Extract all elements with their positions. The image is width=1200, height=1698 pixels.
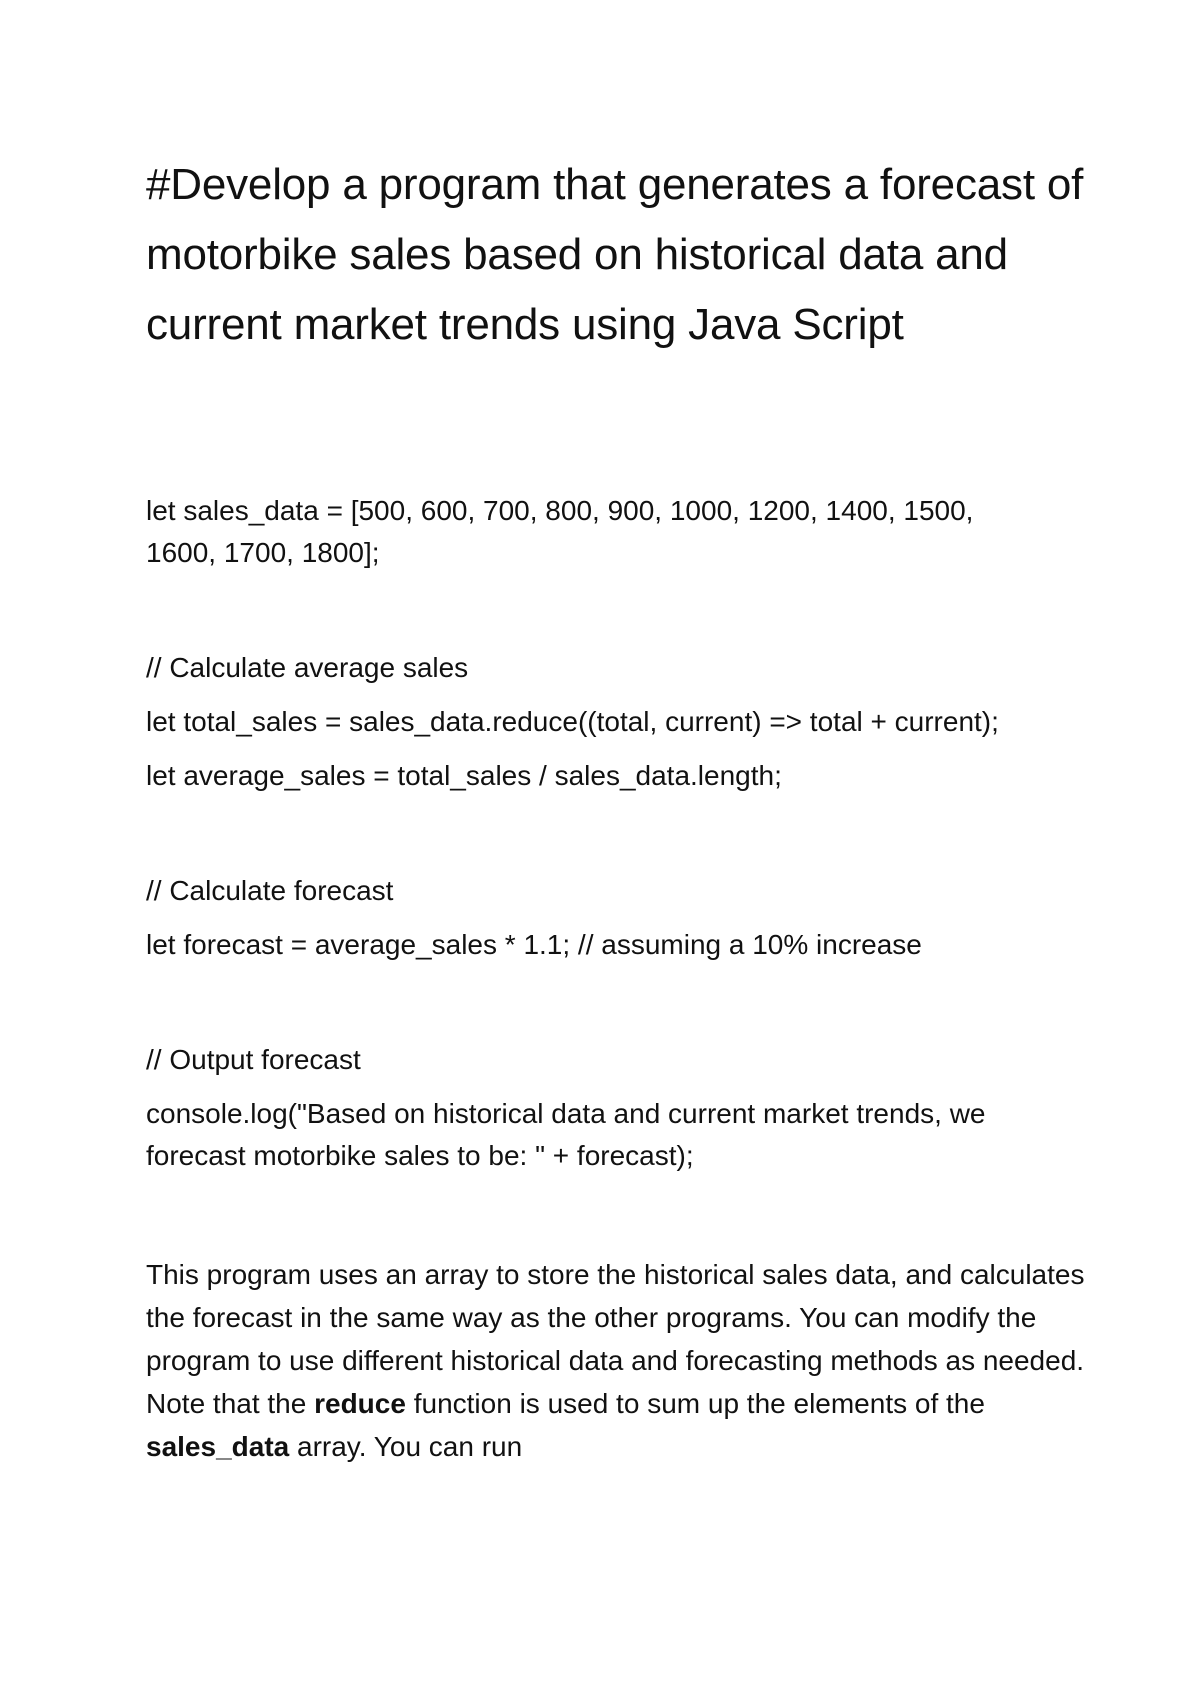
document-title: #Develop a program that generates a forecast of motorbike sales based on historical data and current market trends using Java Script: [146, 160, 1084, 349]
code-block: [146, 490, 1086, 1177]
explanation-text-1: This program uses an array to store the historical sales data, and calculates the forecast in the same way as the other programs. You can modify the program to use different historical data and forecasting methods as needed. Note that the: [146, 1259, 1085, 1419]
explanation-bold-sales-data: sales_data: [146, 1431, 290, 1462]
code-sales-data-line-1: let sales_data = [500, 600, 700, 800, 900, 1000, 1200, 1400, 1500,: [146, 495, 974, 526]
code-console-line-1: console.log("Based on historical data and current market trends, we: [146, 1098, 986, 1129]
code-console-line-2: forecast motorbike sales to be: " + forecast);: [146, 1140, 694, 1171]
code-comment-forecast: // Calculate forecast: [146, 875, 394, 906]
explanation-bold-reduce: reduce: [314, 1388, 406, 1419]
code-comment-average: // Calculate average sales: [146, 652, 469, 683]
code-comment-output: // Output forecast: [146, 1044, 361, 1075]
document-content: [146, 150, 1086, 1496]
code-sales-data-line-2: 1600, 1700, 1800];: [146, 537, 380, 568]
explanation-text-3: array. You can run: [289, 1431, 523, 1462]
explanation-text-2: function is used to sum up the elements of the: [405, 1388, 985, 1419]
code-average-sales: let average_sales = total_sales / sales_data.length;: [146, 760, 782, 791]
code-total-sales: let total_sales = sales_data.reduce((total, current) => total + current);: [146, 706, 999, 737]
explanation-paragraph: [146, 1253, 1086, 1468]
code-forecast: let forecast = average_sales * 1.1; // assuming a 10% increase: [146, 929, 922, 960]
